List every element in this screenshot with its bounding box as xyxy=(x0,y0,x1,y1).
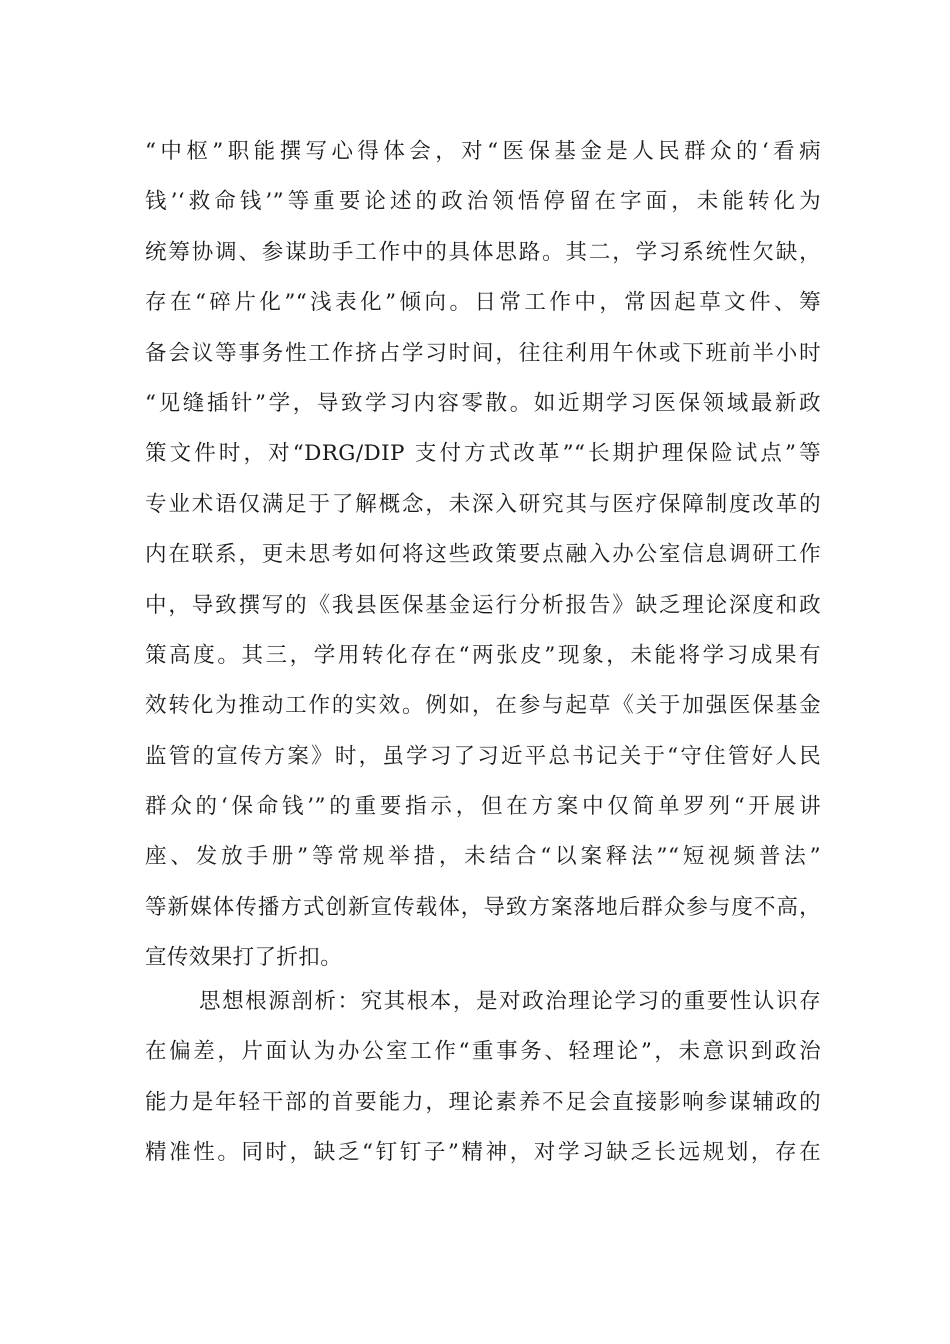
text-line: 思想根源剖析：究其根本，是对政治理论学习的重要性认识存 xyxy=(199,989,821,1014)
text-line: 等新媒体传播方式创新宣传载体，导致方案落地后群众参与度不高， xyxy=(145,894,821,920)
paragraph-problem-analysis xyxy=(145,127,821,984)
text-line: 统筹协调、参谋助手工作中的具体思路。其二，学习系统性欠缺， xyxy=(145,239,821,265)
text-line: 策文件时，对“DRG/DIP 支付方式改革”“长期护理保险试点”等 xyxy=(145,441,821,467)
text-line: 座、发放手册”等常规举措，未结合“以案释法”“短视频普法” xyxy=(145,844,821,870)
text-line: 监管的宣传方案》时，虽学习了习近平总书记关于“守住管好人民 xyxy=(145,743,821,769)
text-line: 能力是年轻干部的首要能力，理论素养不足会直接影响参谋辅政的 xyxy=(145,1089,821,1115)
text-line: 中，导致撰写的《我县医保基金运行分析报告》缺乏理论深度和政 xyxy=(145,592,821,618)
text-line: 专业术语仅满足于了解概念，未深入研究其与医疗保障制度改革的 xyxy=(145,491,821,517)
text-line: 精准性。同时，缺乏“钉钉子”精神，对学习缺乏长远规划，存在 xyxy=(145,1140,821,1166)
text-line: 钱’‘救命钱’”等重要论述的政治领悟停留在字面，未能转化为 xyxy=(145,189,821,215)
text-line: 宣传效果打了折扣。 xyxy=(145,945,343,971)
text-line: 备会议等事务性工作挤占学习时间，往往利用午休或下班前半小时 xyxy=(145,340,821,366)
text-line: 内在联系，更未思考如何将这些政策要点融入办公室信息调研工作 xyxy=(145,542,821,568)
paragraph-root-cause-analysis xyxy=(145,977,821,1179)
text-line: 效转化为推动工作的实效。例如，在参与起草《关于加强医保基金 xyxy=(145,693,821,719)
text-line: 群众的‘保命钱’”的重要指示，但在方案中仅简单罗列“开展讲 xyxy=(145,794,821,820)
text-line: 存在“碎片化”“浅表化”倾向。日常工作中，常因起草文件、筹 xyxy=(145,290,821,316)
text-line: 策高度。其三，学用转化存在“两张皮”现象，未能将学习成果有 xyxy=(145,642,821,668)
text-line: 在偏差，片面认为办公室工作“重事务、轻理论”，未意识到政治 xyxy=(145,1039,821,1065)
text-line: “中枢”职能撰写心得体会，对“医保基金是人民群众的‘看病 xyxy=(145,139,821,164)
text-line: “见缝插针”学，导致学习内容零散。如近期学习医保领域最新政 xyxy=(145,390,821,416)
